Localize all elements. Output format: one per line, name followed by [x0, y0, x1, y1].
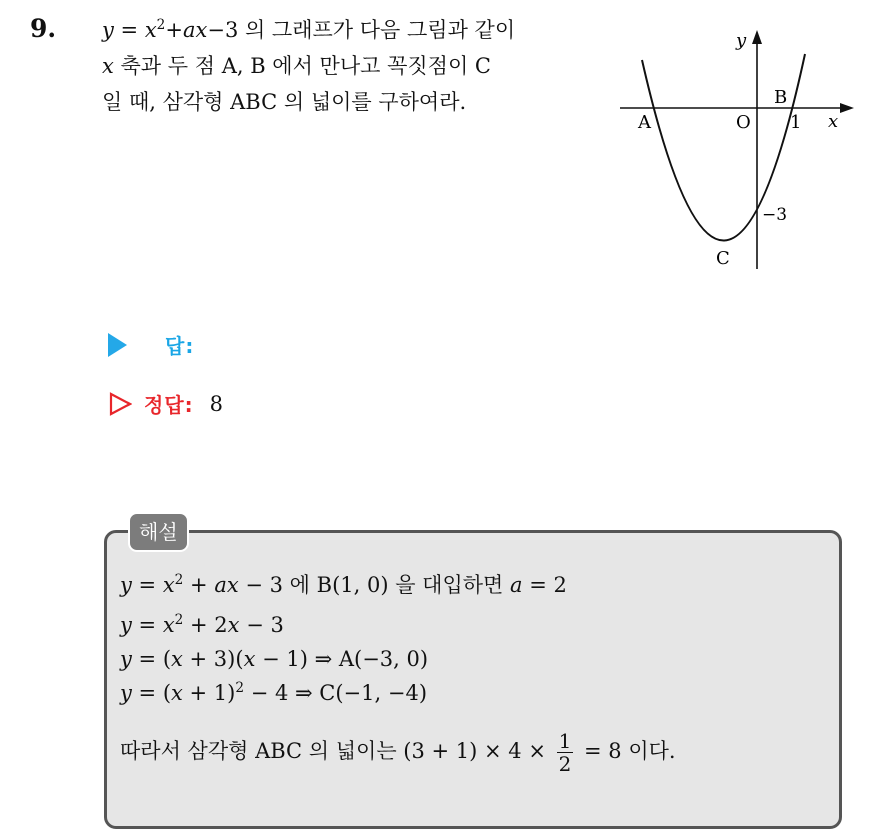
- correct-answer-label: 정답:: [144, 393, 194, 417]
- correct-answer-value: 8: [209, 391, 224, 416]
- outline-triangle-icon: [108, 392, 132, 416]
- solution-line-1: $y = x^2$ + ax − 3 에 B(1, 0) 을 대입하면 a = 2: [120, 572, 567, 597]
- play-triangle-icon: [108, 333, 127, 357]
- solution-tag: 해설: [128, 512, 189, 552]
- question-line-3: 일 때, 삼각형 ABC 의 넓이를 구하여라.: [102, 90, 467, 114]
- origin-label: O: [736, 112, 751, 133]
- solution-text: [120, 570, 676, 778]
- question-number: 9.: [30, 14, 57, 43]
- tick-label-1: 1: [790, 112, 802, 133]
- point-b-label: B: [774, 87, 788, 108]
- question-line-2: x 축과 두 점 A, B 에서 만나고 꼭짓점이 C: [102, 54, 491, 78]
- solution-line-4: $y = (x + 1)^2 - 4$ ⇒ C(−1, −4): [120, 680, 428, 705]
- point-a-label: A: [638, 112, 651, 133]
- y-axis-arrow: [752, 30, 762, 44]
- solution-line-2: $y = x^2 + 2x - 3$: [120, 612, 284, 637]
- tick-label-minus-3: −3: [762, 205, 788, 225]
- correct-answer-row: [108, 389, 223, 418]
- question-text: [102, 12, 612, 120]
- x-axis-arrow: [840, 103, 854, 113]
- vertex-c-label: C: [716, 248, 730, 269]
- solution-line-5: 따라서 삼각형 ABC 의 넓이는 (3 + 1) × 4 × $\frac{1}{2}$ = 8 이다.: [120, 729, 676, 776]
- parabola-graph: [612, 24, 862, 274]
- y-axis-label: y: [736, 30, 747, 51]
- fraction-one-half: $\frac{1}{2}$: [558, 729, 572, 776]
- answer-row: [108, 330, 194, 359]
- x-axis-label: x: [828, 111, 839, 132]
- question-line-1: $y = x^2+ax-3$ 의 그래프가 다음 그림과 같이: [102, 17, 516, 42]
- answer-label: 답:: [165, 334, 195, 358]
- solution-line-3: y = (x + 3)(x − 1) ⇒ A(−3, 0): [120, 647, 429, 671]
